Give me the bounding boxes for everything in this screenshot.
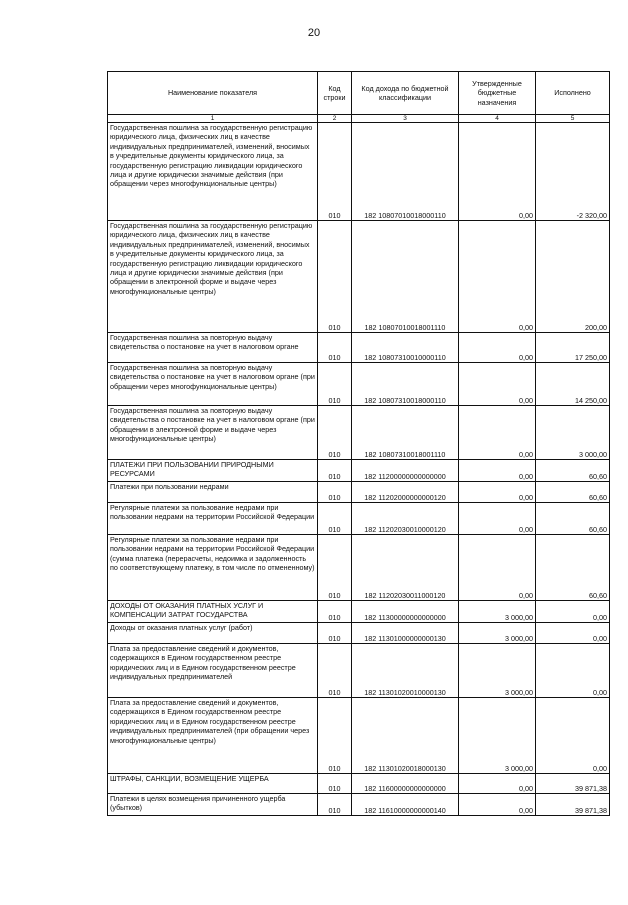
column-number: 4 (459, 115, 536, 123)
row-approved: 0,00 (459, 535, 536, 601)
row-approved: 3 000,00 (459, 644, 536, 698)
row-approved: 3 000,00 (459, 601, 536, 623)
row-approved: 0,00 (459, 482, 536, 503)
row-executed: 60,60 (536, 503, 610, 535)
row-kbk: 182 11202030011000120 (352, 535, 459, 601)
row-name: Платежи при пользовании недрами (108, 482, 318, 503)
row-kbk: 182 11301000000000130 (352, 623, 459, 644)
row-name: Плата за предоставление сведений и документов, содержащихся в Едином государственном реестре юридических лиц и в Едином государственном реестре индивидуальных предпринимателей (при обращении через многофункциональные центры) (108, 698, 318, 774)
row-executed: 0,00 (536, 644, 610, 698)
table-row (108, 482, 610, 503)
table-row (108, 333, 610, 363)
header-kbk: Код дохода по бюджетной классификации (352, 72, 459, 115)
row-approved: 0,00 (459, 406, 536, 460)
row-code: 010 (318, 333, 352, 363)
column-number: 3 (352, 115, 459, 123)
row-name: Плата за предоставление сведений и документов, содержащихся в Едином государственном реестре юридических лиц и в Едином государственном реестре индивидуальных предпринимателей (108, 644, 318, 698)
table-row (108, 774, 610, 794)
row-executed: 200,00 (536, 221, 610, 333)
income-report-table (107, 71, 610, 816)
table-row (108, 363, 610, 406)
row-executed: 17 250,00 (536, 333, 610, 363)
row-kbk: 182 10807010018001110 (352, 221, 459, 333)
table-row (108, 698, 610, 774)
row-kbk: 182 11301020018000130 (352, 698, 459, 774)
row-approved: 0,00 (459, 123, 536, 221)
row-name: Регулярные платежи за пользование недрами при пользовании недрами на территории Российской Федерации (сумма платежа (перерасчеты, недоимка и задолженность по соответствующему платежу, в том числе по отмененному) (108, 535, 318, 601)
table-header-row (108, 72, 610, 115)
row-kbk: 182 11610000000000140 (352, 794, 459, 816)
row-kbk: 182 11600000000000000 (352, 774, 459, 794)
row-executed: 39 871,38 (536, 794, 610, 816)
row-kbk: 182 11202030010000120 (352, 503, 459, 535)
table-row (108, 535, 610, 601)
row-executed: 0,00 (536, 698, 610, 774)
row-name: Государственная пошлина за государственную регистрацию юридического лица, физических лиц в качестве индивидуальных предпринимателей, изменений, вносимых в учредительные документы юридического лица, за государственную регистрацию ликвидации юридического лица и другие юридически значимые действия (при обращении через многофункциональные центры) (108, 123, 318, 221)
row-code: 010 (318, 460, 352, 482)
row-kbk: 182 11200000000000000 (352, 460, 459, 482)
row-kbk: 182 11301020010000130 (352, 644, 459, 698)
row-name: ШТРАФЫ, САНКЦИИ, ВОЗМЕЩЕНИЕ УЩЕРБА (108, 774, 318, 794)
column-number: 2 (318, 115, 352, 123)
row-name: Доходы от оказания платных услуг (работ) (108, 623, 318, 644)
row-kbk: 182 10807310018001110 (352, 406, 459, 460)
table-row (108, 623, 610, 644)
page-number: 20 (307, 27, 321, 39)
header-executed: Исполнено (536, 72, 610, 115)
row-executed: 3 000,00 (536, 406, 610, 460)
row-code: 010 (318, 774, 352, 794)
table-row (108, 794, 610, 816)
table-row (108, 503, 610, 535)
row-code: 010 (318, 644, 352, 698)
row-code: 010 (318, 123, 352, 221)
row-name: ПЛАТЕЖИ ПРИ ПОЛЬЗОВАНИИ ПРИРОДНЫМИ РЕСУРСАМИ (108, 460, 318, 482)
row-name: Регулярные платежи за пользование недрами при пользовании недрами на территории Российской Федерации (108, 503, 318, 535)
row-executed: 60,60 (536, 535, 610, 601)
row-name: ДОХОДЫ ОТ ОКАЗАНИЯ ПЛАТНЫХ УСЛУГ И КОМПЕНСАЦИИ ЗАТРАТ ГОСУДАРСТВА (108, 601, 318, 623)
row-kbk: 182 10807310018000110 (352, 363, 459, 406)
row-approved: 0,00 (459, 503, 536, 535)
row-code: 010 (318, 794, 352, 816)
row-code: 010 (318, 623, 352, 644)
table-row (108, 460, 610, 482)
row-code: 010 (318, 363, 352, 406)
row-executed: 0,00 (536, 623, 610, 644)
row-approved: 0,00 (459, 794, 536, 816)
row-code: 010 (318, 698, 352, 774)
table-row (108, 406, 610, 460)
row-approved: 0,00 (459, 333, 536, 363)
row-executed: 39 871,38 (536, 774, 610, 794)
row-name: Государственная пошлина за повторную выдачу свидетельства о постановке на учет в налоговом органе (108, 333, 318, 363)
row-approved: 0,00 (459, 460, 536, 482)
row-executed: 60,60 (536, 460, 610, 482)
row-code: 010 (318, 221, 352, 333)
row-name: Государственная пошлина за повторную выдачу свидетельства о постановке на учет в налоговом органе (при обращении в электронной форме и выдаче через многофункциональные центры) (108, 406, 318, 460)
row-code: 010 (318, 503, 352, 535)
row-code: 010 (318, 406, 352, 460)
row-name: Платежи в целях возмещения причиненного ущерба (убытков) (108, 794, 318, 816)
column-number: 1 (108, 115, 318, 123)
table-row (108, 221, 610, 333)
header-code: Код строки (318, 72, 352, 115)
row-code: 010 (318, 535, 352, 601)
row-kbk: 182 11202000000000120 (352, 482, 459, 503)
header-approved: Утвержденные бюджетные назначения (459, 72, 536, 115)
row-kbk: 182 10807310010000110 (352, 333, 459, 363)
row-code: 010 (318, 482, 352, 503)
row-executed: 60,60 (536, 482, 610, 503)
header-name: Наименование показателя (108, 72, 318, 115)
row-executed: 0,00 (536, 601, 610, 623)
row-approved: 0,00 (459, 221, 536, 333)
row-name: Государственная пошлина за государственную регистрацию юридического лица, физических лиц в качестве индивидуальных предпринимателей, изменений, вносимых в учредительные документы юридического лица, за государственную регистрацию ликвидации юридического лица и другие юридически значимые действия (при обращении в электронной форме и выдаче через многофункциональные центры) (108, 221, 318, 333)
row-approved: 3 000,00 (459, 623, 536, 644)
row-kbk: 182 10807010018000110 (352, 123, 459, 221)
table-row (108, 644, 610, 698)
row-approved: 0,00 (459, 774, 536, 794)
row-name: Государственная пошлина за повторную выдачу свидетельства о постановке на учет в налоговом органе (при обращении через многофункциональные центры) (108, 363, 318, 406)
row-executed: 14 250,00 (536, 363, 610, 406)
row-code: 010 (318, 601, 352, 623)
column-number: 5 (536, 115, 610, 123)
row-approved: 0,00 (459, 363, 536, 406)
row-kbk: 182 11300000000000000 (352, 601, 459, 623)
row-executed: -2 320,00 (536, 123, 610, 221)
table-row (108, 123, 610, 221)
row-approved: 3 000,00 (459, 698, 536, 774)
column-number-row (108, 115, 610, 123)
table-row (108, 601, 610, 623)
